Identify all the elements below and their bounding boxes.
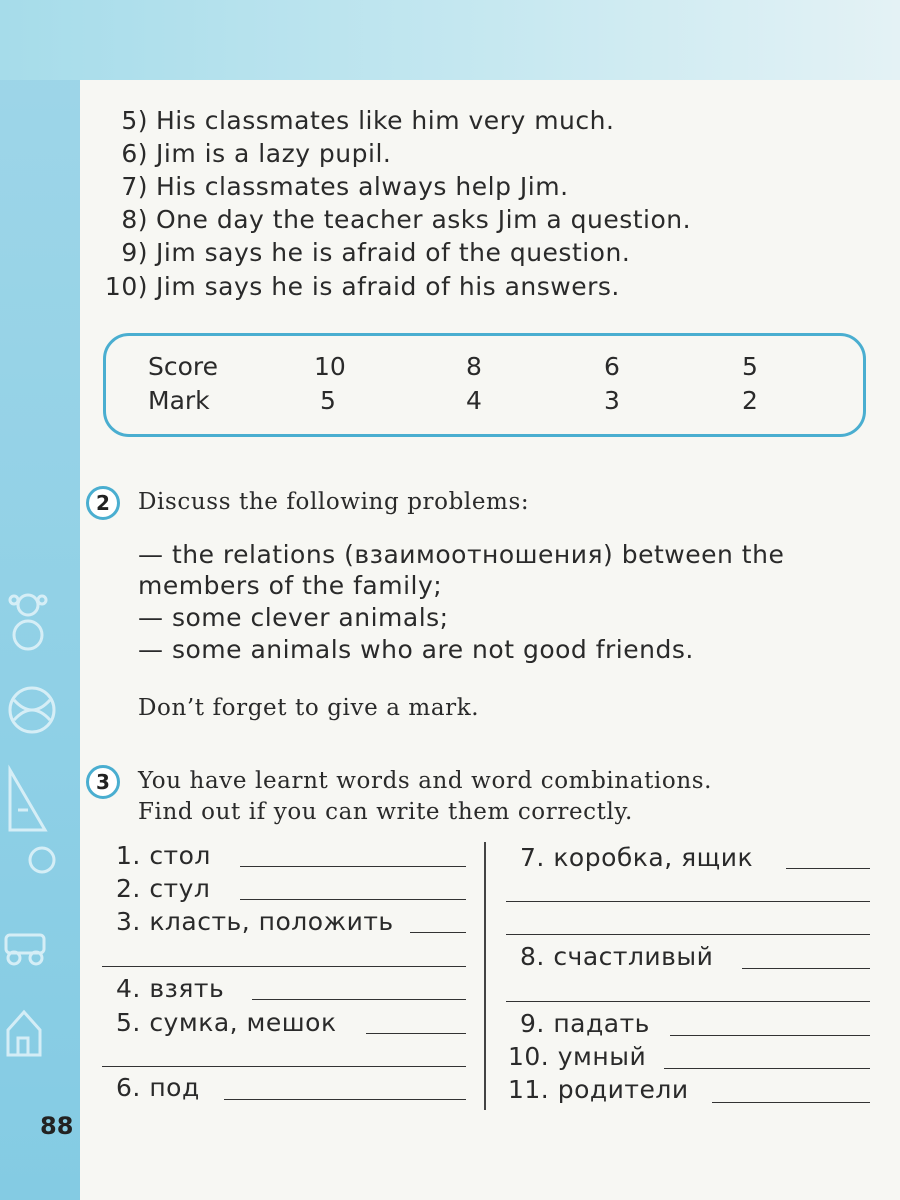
- ball-icon: [10, 688, 54, 732]
- score-value: 5: [742, 352, 758, 381]
- score-table: [103, 333, 866, 437]
- mark-value: 2: [742, 386, 758, 415]
- statement-9: 9) Jim says he is afraid of the question.: [121, 238, 631, 267]
- margin-doodles: [0, 560, 80, 1100]
- word-item: 8. счастливый: [520, 942, 714, 971]
- toy-house-icon: [8, 1012, 40, 1055]
- exercise-2-item: — some animals who are not good friends.: [138, 635, 694, 664]
- statement-7: 7) His classmates always help Jim.: [121, 172, 569, 201]
- exercise-2-number-badge: 2: [86, 486, 120, 520]
- exercise-3-instruction: Find out if you can write them correctly.: [138, 799, 633, 825]
- answer-blank[interactable]: [742, 968, 870, 969]
- answer-blank[interactable]: [252, 999, 466, 1000]
- answer-blank[interactable]: [712, 1102, 870, 1103]
- word-item: 9. падать: [520, 1009, 650, 1038]
- word-item: 2. стул: [116, 874, 211, 903]
- word-item: 4. взять: [116, 974, 225, 1003]
- answer-blank[interactable]: [506, 901, 870, 902]
- exercise-2-item: — the relations (взаимоотношения) between the: [138, 540, 785, 569]
- answer-blank[interactable]: [224, 1099, 466, 1100]
- exercise-2-note: Don’t forget to give a mark.: [138, 695, 480, 721]
- mark-value: 5: [320, 386, 336, 415]
- mark-row-label: Mark: [148, 386, 210, 415]
- answer-blank[interactable]: [102, 1066, 466, 1067]
- mark-value: 3: [604, 386, 620, 415]
- score-value: 8: [466, 352, 482, 381]
- mark-value: 4: [466, 386, 482, 415]
- answer-blank[interactable]: [664, 1068, 870, 1069]
- answer-blank[interactable]: [670, 1035, 870, 1036]
- word-item: 10. умный: [508, 1042, 647, 1071]
- statement-5: 5) His classmates like him very much.: [121, 106, 615, 135]
- score-row-label: Score: [148, 352, 219, 381]
- word-item: 11. родители: [508, 1075, 689, 1104]
- exercise-2-item: — some clever animals;: [138, 603, 449, 632]
- word-item: 6. под: [116, 1073, 200, 1102]
- answer-blank[interactable]: [240, 866, 466, 867]
- score-value: 6: [604, 352, 620, 381]
- statement-6: 6) Jim is a lazy pupil.: [121, 139, 392, 168]
- answer-blank[interactable]: [506, 934, 870, 935]
- word-item: 3. класть, положить: [116, 907, 394, 936]
- answer-blank[interactable]: [240, 899, 466, 900]
- answer-blank[interactable]: [366, 1033, 466, 1034]
- page-number: 88: [40, 1112, 74, 1140]
- answer-blank[interactable]: [102, 966, 466, 967]
- word-item: 7. коробка, ящик: [520, 843, 754, 872]
- statement-8: 8) One day the teacher asks Jim a question.: [121, 205, 692, 234]
- word-item: 1. стол: [116, 841, 211, 870]
- toy-car-icon: [6, 935, 44, 964]
- answer-blank[interactable]: [786, 868, 870, 869]
- tennis-ball-icon: [30, 848, 54, 872]
- word-item: 5. сумка, мешок: [116, 1008, 337, 1037]
- statement-10: 10) Jim says he is afraid of his answers.: [104, 272, 620, 301]
- exercise-2-item: members of the family;: [138, 571, 443, 600]
- answer-blank[interactable]: [506, 1001, 870, 1002]
- ruler-triangle-icon: [10, 770, 45, 830]
- exercise-3-instruction: You have learnt words and word combinations.: [138, 768, 713, 794]
- column-divider: [484, 842, 486, 1110]
- score-value: 10: [314, 352, 346, 381]
- exercise-2-title: Discuss the following problems:: [138, 489, 530, 515]
- top-strip: [0, 0, 900, 80]
- answer-blank[interactable]: [410, 932, 466, 933]
- teddy-bear-icon: [10, 595, 46, 649]
- exercise-3-number-badge: 3: [86, 765, 120, 799]
